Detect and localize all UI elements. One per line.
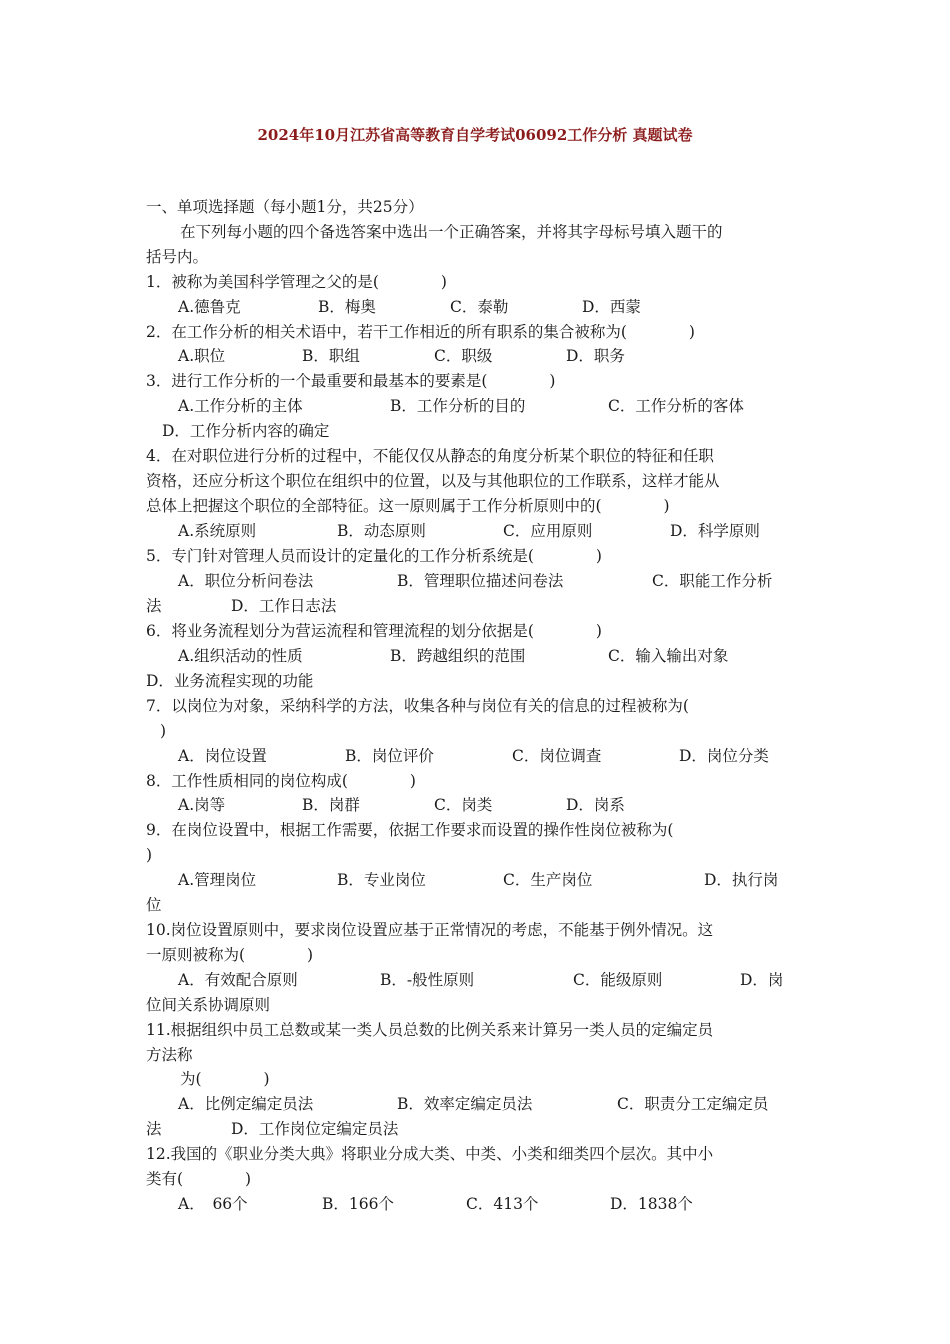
question-11-option-a: A．比例定编定员法 xyxy=(178,1095,314,1113)
question-5-stem: 5．专门针对管理人员而设计的定量化的工作分析系统是( ) xyxy=(146,547,602,565)
question-12-stem-2: 类有( ) xyxy=(146,1170,252,1188)
question-10-option-b: B．-般性原则 xyxy=(380,971,475,989)
question-10-option-d: D．岗 xyxy=(740,971,784,989)
question-1-option-d: D．西蒙 xyxy=(582,298,641,316)
question-2-stem: 2．在工作分析的相关术语中，若干工作相近的所有职系的集合被称为( ) xyxy=(146,323,695,341)
question-9-option-b: B．专业岗位 xyxy=(337,871,426,889)
question-6-option-d: D．业务流程实现的功能 xyxy=(146,672,314,690)
question-10-option-c: C．能级原则 xyxy=(573,971,663,989)
question-4-option-c: C．应用原则 xyxy=(503,522,593,540)
question-9-option-d: D．执行岗 xyxy=(704,871,779,889)
question-10-option-a: A．有效配合原则 xyxy=(178,971,298,989)
question-9-stem-1: 9．在岗位设置中，根据工作需要，依据工作要求而设置的操作性岗位被称为( xyxy=(146,821,674,839)
question-4-option-d: D．科学原则 xyxy=(670,522,760,540)
question-10-stem-2: 一原则被称为( ) xyxy=(146,946,314,964)
question-12-option-d: D．1838个 xyxy=(610,1195,693,1213)
question-5-option-c: C．职能工作分析 xyxy=(652,572,773,590)
question-5-option-b: B．管理职位描述问卷法 xyxy=(397,572,564,590)
question-11-option-c-cont: 法 xyxy=(146,1120,162,1138)
question-5-option-a: A．职位分析问卷法 xyxy=(178,572,314,590)
instruction-line-2: 括号内。 xyxy=(146,248,209,266)
question-7-stem-2: ) xyxy=(160,722,167,740)
question-7-option-a: A．岗位设置 xyxy=(178,747,267,765)
question-3-option-b: B．工作分析的目的 xyxy=(390,397,526,415)
question-1-option-c: C．泰勒 xyxy=(450,298,509,316)
question-8-option-b: B．岗群 xyxy=(302,796,360,814)
question-11-stem-1: 11.根据组织中员工总数或某一类人员总数的比例关系来计算另一类人员的定编定员 xyxy=(146,1021,714,1039)
question-12-option-c: C．413个 xyxy=(466,1195,539,1213)
question-7-option-b: B．岗位评价 xyxy=(345,747,434,765)
question-10-stem-1: 10.岗位设置原则中，要求岗位设置应基于正常情况的考虑，不能基于例外情况。这 xyxy=(146,921,714,939)
question-9-stem-2: ) xyxy=(146,846,153,864)
question-1-stem: 1．被称为美国科学管理之父的是( ) xyxy=(146,273,447,291)
question-6-option-b: B．跨越组织的范围 xyxy=(390,647,526,665)
question-11-option-d: D．工作岗位定编定员法 xyxy=(231,1120,399,1138)
question-9-option-a: A.管理岗位 xyxy=(178,871,257,889)
question-11-option-b: B．效率定编定员法 xyxy=(397,1095,533,1113)
section-heading: 一、单项选择题（每小题1分，共25分） xyxy=(146,198,424,216)
question-7-option-d: D．岗位分类 xyxy=(679,747,769,765)
question-8-stem: 8．工作性质相同的岗位构成( ) xyxy=(146,772,416,790)
question-3-option-a: A.工作分析的主体 xyxy=(178,397,303,415)
question-4-stem-1: 4．在对职位进行分析的过程中，不能仅仅从静态的角度分析某个职位的特征和任职 xyxy=(146,447,714,465)
question-3-option-c: C．工作分析的客体 xyxy=(608,397,744,415)
question-11-stem-2: 方法称 xyxy=(146,1046,193,1064)
question-5-option-d: D．工作日志法 xyxy=(231,597,337,615)
instruction-line-1: 在下列每小题的四个备选答案中选出一个正确答案，并将其字母标号填入题干的 xyxy=(180,223,723,241)
question-10-option-d-cont: 位间关系协调原则 xyxy=(146,996,271,1014)
question-9-option-d-cont: 位 xyxy=(146,896,162,914)
question-2-option-a: A.职位 xyxy=(178,347,226,365)
question-12-stem-1: 12.我国的《职业分类大典》将职业分成大类、中类、小类和细类四个层次。其中小 xyxy=(146,1145,714,1163)
question-11-option-c: C．职责分工定编定员 xyxy=(617,1095,769,1113)
question-12-option-a: A． 66个 xyxy=(178,1195,248,1213)
question-2-option-b: B．职组 xyxy=(302,347,360,365)
question-6-stem: 6．将业务流程划分为营运流程和管理流程的划分依据是( ) xyxy=(146,622,602,640)
question-2-option-c: C．职级 xyxy=(434,347,493,365)
question-2-option-d: D．职务 xyxy=(566,347,625,365)
question-3-option-d: D．工作分析内容的确定 xyxy=(162,422,330,440)
question-8-option-d: D．岗系 xyxy=(566,796,625,814)
question-7-stem-1: 7．以岗位为对象，采纳科学的方法，收集各种与岗位有关的信息的过程被称为( xyxy=(146,697,689,715)
question-4-option-a: A.系统原则 xyxy=(178,522,257,540)
question-5-option-c-cont: 法 xyxy=(146,597,162,615)
question-4-stem-2: 资格，还应分析这个职位在组织中的位置，以及与其他职位的工作联系，这样才能从 xyxy=(146,472,720,490)
question-7-option-c: C．岗位调查 xyxy=(512,747,602,765)
question-11-stem-3: 为( ) xyxy=(180,1070,270,1088)
question-8-option-c: C．岗类 xyxy=(434,796,493,814)
question-6-option-c: C．输入输出对象 xyxy=(608,647,729,665)
question-8-option-a: A.岗等 xyxy=(178,796,226,814)
question-1-option-a: A.德鲁克 xyxy=(178,298,241,316)
question-12-option-b: B．166个 xyxy=(322,1195,394,1213)
page-title: 2024年10月江苏省高等教育自学考试06092工作分析 真题试卷 xyxy=(257,126,693,144)
question-4-option-b: B．动态原则 xyxy=(337,522,426,540)
question-3-stem: 3．进行工作分析的一个最重要和最基本的要素是( ) xyxy=(146,372,556,390)
question-9-option-c: C．生产岗位 xyxy=(503,871,593,889)
question-1-option-b: B．梅奥 xyxy=(318,298,376,316)
question-6-option-a: A.组织活动的性质 xyxy=(178,647,303,665)
question-4-stem-3: 总体上把握这个职位的全部特征。这一原则属于工作分析原则中的( ) xyxy=(146,497,670,515)
